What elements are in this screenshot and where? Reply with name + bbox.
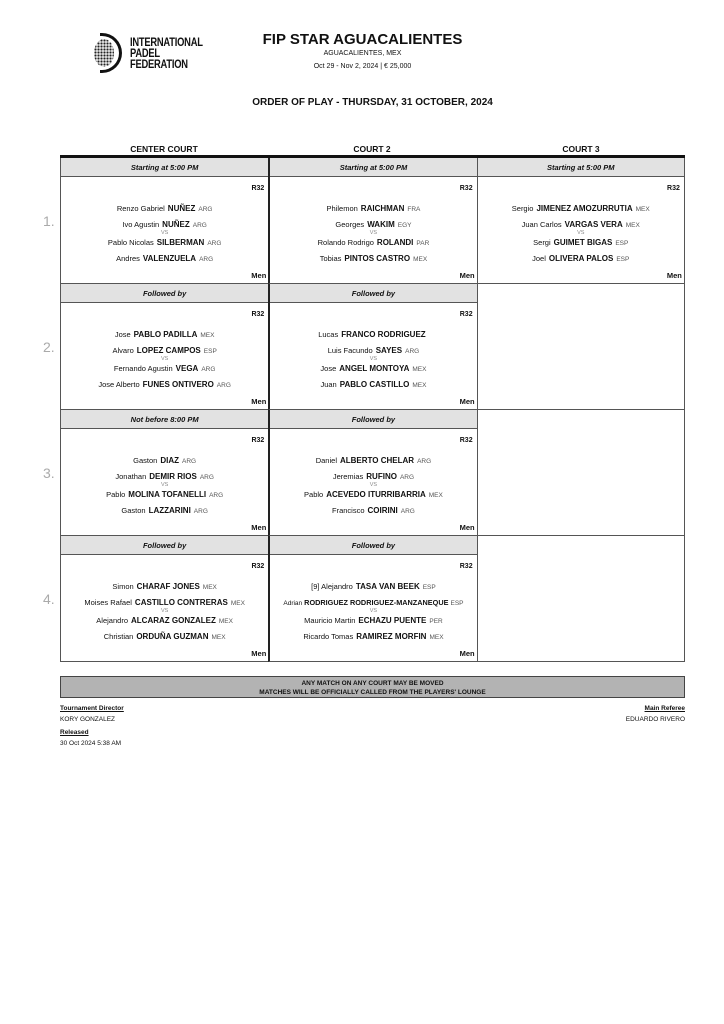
players-list [61,453,268,519]
player-country: ESP [203,348,217,355]
player-last-name: COIRINI [367,506,398,515]
player-country: EGY [397,222,412,229]
player-country: ARG [400,508,415,515]
players-list [478,201,684,267]
player-country: MEX [635,206,650,213]
order-of-play-table [43,155,685,662]
vs-label: VS [369,230,378,236]
players-list [270,579,476,645]
player-first-name: Pablo [106,490,126,499]
player-country: ESP [422,584,436,591]
category-label: Men [459,397,475,406]
player-first-name: Ivo Agustin [122,220,160,229]
player-last-name: CHARAF JONES [136,582,200,591]
referee-label: Main Referee [644,705,685,712]
players-list [270,327,476,393]
player-last-name: FRANCO RODRIGUEZ [341,330,426,339]
player-first-name: Christian [103,632,134,641]
player-country: MEX [211,634,226,641]
player [61,487,268,503]
player-first-name: Lucas [318,330,339,339]
player-country: MEX [413,256,428,263]
player [270,377,476,393]
player-last-name: ALCARAZ GONZALEZ [131,616,216,625]
player [61,579,268,595]
match-time-band: Followed by [61,284,268,303]
player [270,201,476,217]
player [61,503,268,519]
player [61,629,268,645]
court-header-2: COURT 2 [353,144,391,154]
player-first-name: Moises Rafael [84,598,132,607]
vs-label: VS [369,608,378,614]
match-time-band: Followed by [270,536,476,555]
player-last-name: ROLANDI [376,238,414,247]
player-country: ESP [450,600,464,607]
category-label: Men [251,271,267,280]
player-last-name: CASTILLO CONTRERAS [134,598,228,607]
player-first-name: Adrian [283,600,303,607]
player-last-name: VEGA [175,364,199,373]
player-country: MEX [625,222,640,229]
row-number: 4. [43,591,55,607]
player [270,579,476,595]
player-first-name: Francisco [332,506,365,515]
court-header-center: CENTER COURT [130,144,198,154]
player-last-name: ACEVEDO ITURRIBARRIA [326,490,426,499]
fip-logo-icon [92,33,124,73]
player-country: MEX [412,366,427,373]
player-first-name: Jonathan [115,472,147,481]
match-time-band: Followed by [61,536,268,555]
player-country: ARG [216,382,231,389]
fip-logo [92,33,223,73]
logo-text: INTERNATIONAL PADEL FEDERATION [130,34,203,71]
match-cell [43,284,268,410]
player-first-name: Jose [320,364,337,373]
round-label: R32 [459,437,473,444]
player-last-name: LOPEZ CAMPOS [136,346,201,355]
player [270,361,476,377]
players-list [61,327,268,393]
player-country: PER [429,618,443,625]
empty-cell [477,536,685,662]
player-first-name: Renzo Gabriel [116,204,165,213]
player-last-name: ANGEL MONTOYA [339,364,410,373]
court-header-3: COURT 3 [562,144,600,154]
player [270,327,476,343]
player [61,235,268,251]
player-first-name: [9] Alejandro [311,582,353,591]
player-last-name: LAZZARINI [148,506,191,515]
vs-label: VS [160,482,169,488]
category-label: Men [251,649,267,658]
category-label: Men [459,523,475,532]
player [478,235,684,251]
player-last-name: PINTOS CASTRO [344,254,411,263]
category-label: Men [666,271,682,280]
released-label: Released [60,729,89,736]
round-label: R32 [459,185,473,192]
vs-label: VS [369,356,378,362]
player-first-name: Philemon [326,204,358,213]
match-cell [43,410,268,536]
schedule-row [43,158,685,284]
player-first-name: Sergi [533,238,551,247]
player-last-name: RAMIREZ MORFIN [356,632,427,641]
player-country: ARG [405,348,420,355]
round-label: R32 [251,563,265,570]
player-country: ESP [615,240,629,247]
player-country: MEX [202,584,217,591]
tournament-dates: Oct 29 - Nov 2, 2024 | € 25,000 [313,63,412,70]
director-name: KORY GONZALEZ [60,716,116,723]
player [270,235,476,251]
match-cell [43,536,268,662]
vs-label: VS [160,230,169,236]
player-country: ARG [399,474,415,481]
category-label: Men [251,523,267,532]
player [61,377,268,393]
player-last-name: OLIVERA PALOS [548,254,614,263]
category-label: Men [459,649,475,658]
player-country: MEX [412,382,427,389]
player-country: ARG [199,256,214,263]
round-label: R32 [667,185,680,192]
player-last-name: PABLO CASTILLO [339,380,410,389]
schedule-row [43,536,685,662]
player-first-name: Jose Alberto [98,380,140,389]
player-country: ARG [182,458,197,465]
empty-cell [477,284,685,410]
vs-label: VS [160,608,169,614]
player-last-name: NUÑEZ [167,204,196,213]
player [61,613,268,629]
round-label: R32 [251,311,265,318]
round-label: R32 [459,311,473,318]
player-last-name: SAYES [375,346,403,355]
player-country: ARG [198,206,213,213]
player [61,251,268,267]
round-label: R32 [251,185,265,192]
player-country: ARG [201,366,216,373]
player-first-name: Alejandro [96,616,128,625]
director-label: Tournament Director [60,705,124,712]
player-country: ARG [209,492,224,499]
player-last-name: ECHAZU PUENTE [358,616,427,625]
player-first-name: Juan Carlos [521,220,562,229]
player [270,629,476,645]
vs-label: VS [160,356,169,362]
match-time-band: Starting at 5:00 PM [270,158,476,177]
players-list [270,453,476,519]
player-first-name: Tobias [319,254,342,263]
player-first-name: Ricardo Tomas [303,632,354,641]
player-last-name: PABLO PADILLA [133,330,198,339]
player-first-name: Alvaro [112,346,134,355]
player-country: MEX [230,600,245,607]
player-country: PAR [416,240,430,247]
tournament-location: AGUACALIENTES, MEX [323,50,402,57]
match-time-band: Starting at 5:00 PM [61,158,268,177]
player-first-name: Mauricio Martin [304,616,356,625]
released-date: 30 Oct 2024 5:38 AM [60,740,122,747]
player-first-name: Pablo Nicolas [107,238,154,247]
player [61,327,268,343]
schedule-row [43,284,685,410]
referee-name: EDUARDO RIVERO [625,716,685,723]
player [61,453,268,469]
vs-label: VS [369,482,378,488]
player-last-name: ORDUÑA GUZMAN [136,632,209,641]
round-label: R32 [459,563,473,570]
player-last-name: GUIMET BIGAS [553,238,613,247]
player-last-name: SILBERMAN [156,238,205,247]
vs-label: VS [577,230,585,236]
player [270,251,476,267]
players-list [61,201,268,267]
player-first-name: Jose [114,330,131,339]
player-country: ARG [199,474,214,481]
match-cell [268,536,476,662]
player-last-name: DEMIR RIOS [149,472,197,481]
player-first-name: Sergio [511,204,534,213]
player-country: ESP [616,256,630,263]
player-first-name: Gaston [121,506,146,515]
match-cell [43,158,268,284]
player-first-name: Georges [335,220,365,229]
player-last-name: RUFINO [366,472,397,481]
player-country: MEX [200,332,215,339]
player-first-name: Daniel [315,456,337,465]
match-time-band: Followed by [270,410,476,429]
players-list [61,579,268,645]
player [270,487,476,503]
empty-cell [477,410,685,536]
player-first-name: Juan [320,380,337,389]
player-first-name: Luis Facundo [327,346,373,355]
player [270,613,476,629]
player-last-name: FUNES ONTIVERO [142,380,214,389]
category-label: Men [459,271,475,280]
match-time-band: Starting at 5:00 PM [478,158,684,177]
order-of-play-title: ORDER OF PLAY - THURSDAY, 31 OCTOBER, 2024 [252,97,493,108]
player [478,201,684,217]
player-country: FRA [407,206,421,213]
player [61,361,268,377]
match-cell [268,158,476,284]
player-first-name: Fernando Agustin [113,364,173,373]
player [270,453,476,469]
player [61,201,268,217]
player-last-name: TASA VAN BEEK [355,582,420,591]
player-last-name: JIMENEZ AMOZURRUTIA [536,204,633,213]
match-cell [268,410,476,536]
player-last-name: NUÑEZ [162,220,190,229]
player-first-name: Jeremias [332,472,364,481]
player-first-name: Pablo [304,490,324,499]
category-label: Men [251,397,267,406]
player-country: MEX [428,492,443,499]
player-last-name: DIAZ [160,456,180,465]
notice-box: ANY MATCH ON ANY COURT MAY BE MOVED MATCHES WILL BE OFFICIALLY CALLED FROM THE PLAYERS' LOUNGE [60,676,685,698]
player-country: ARG [193,508,208,515]
match-time-band: Not before 8:00 PM [61,410,268,429]
player-country: MEX [218,618,233,625]
player-first-name: Gaston [133,456,158,465]
player-last-name: VALENZUELA [142,254,197,263]
row-number: 3. [43,465,55,481]
player-country: MEX [429,634,444,641]
player-last-name: WAKIM [367,220,395,229]
player-country: ARG [417,458,432,465]
player [270,503,476,519]
row-number: 2. [43,339,55,355]
player [478,251,684,267]
match-time-band: Followed by [270,284,476,303]
match-cell [268,284,476,410]
player-first-name: Simon [112,582,134,591]
player-first-name: Andres [116,254,140,263]
player-last-name: MOLINA TOFANELLI [128,490,207,499]
player-last-name: ALBERTO CHELAR [339,456,415,465]
round-label: R32 [251,437,265,444]
schedule-row [43,410,685,536]
player-country: ARG [192,222,207,229]
player-last-name: RODRIGUEZ RODRIGUEZ-MANZANEQUE [304,598,449,607]
player-last-name: RAICHMAN [360,204,405,213]
player-first-name: Rolando Rodrigo [317,238,374,247]
players-list [270,201,476,267]
player-country: ARG [207,240,222,247]
player-first-name: Joel [532,254,546,263]
player-last-name: VARGAS VERA [564,220,623,229]
row-number: 1. [43,213,55,229]
match-cell [477,158,685,284]
tournament-title: FIP STAR AGUACALIENTES [262,31,463,48]
